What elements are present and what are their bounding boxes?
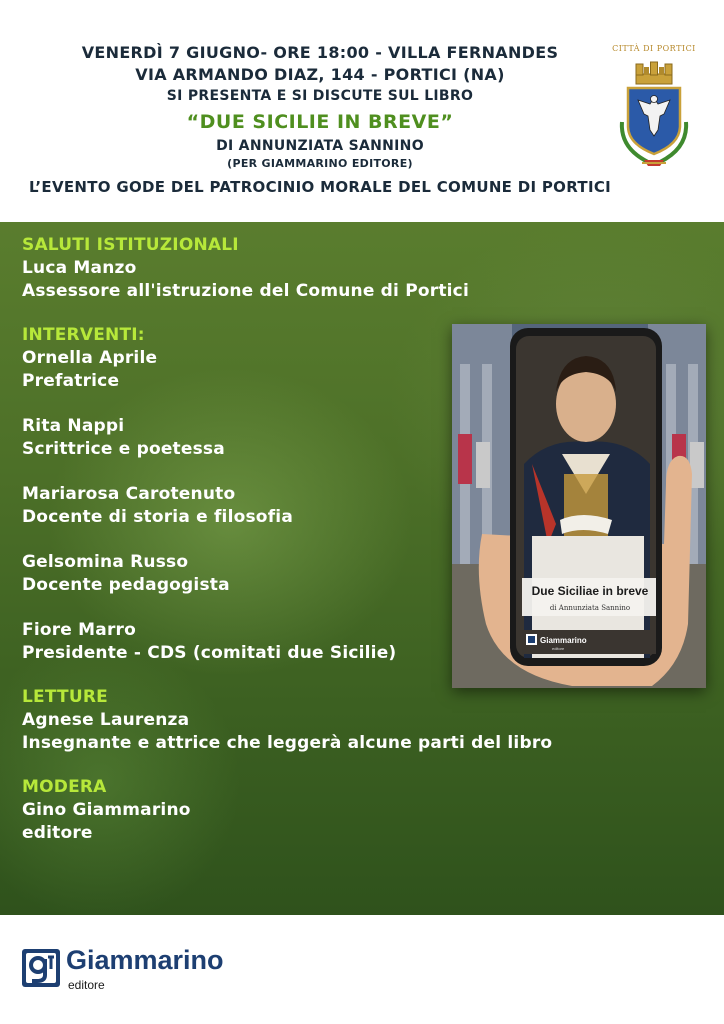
section-label-interventi: INTERVENTI: xyxy=(22,325,145,345)
cover-publisher: Giammarino xyxy=(540,636,587,645)
crest-label: CITTÀ DI PORTICI xyxy=(612,44,696,53)
speaker-name: Gino Giammarino xyxy=(22,800,191,820)
city-crest-icon xyxy=(608,44,700,184)
speaker-role: Docente di storia e filosofia xyxy=(22,507,293,527)
speaker-name: Agnese Laurenza xyxy=(22,710,190,730)
speaker-name: Rita Nappi xyxy=(22,416,125,436)
event-address: VIA ARMANDO DIAZ, 144 - PORTICI (NA) xyxy=(135,65,505,84)
cover-title: Due Siciliae in breve xyxy=(531,584,649,598)
book-cover-illustration xyxy=(452,324,706,688)
cover-author: di Annunziata Sannino xyxy=(549,604,631,612)
event-header xyxy=(0,0,724,222)
footer xyxy=(0,915,724,1024)
book-author: DI ANNUNZIATA SANNINO xyxy=(216,138,424,154)
cover-publisher-sub: editore xyxy=(552,646,565,651)
brand-name: Giammarino xyxy=(66,945,224,975)
section-label-modera: MODERA xyxy=(22,777,107,797)
book-title: “DUE SICILIE IN BREVE” xyxy=(186,111,454,133)
speaker-role: Docente pedagogista xyxy=(22,575,230,595)
patronage-note: L’EVENTO GODE DEL PATROCINIO MORALE DEL COMUNE DI PORTICI xyxy=(28,178,612,196)
giammarino-logo-icon xyxy=(22,949,60,987)
speaker-role: Presidente - CDS (comitati due Sicilie) xyxy=(22,643,397,663)
crown-icon xyxy=(636,62,672,84)
brand-sub: editore xyxy=(68,978,105,992)
speaker-role: Assessore all'istruzione del Comune di Portici xyxy=(22,281,469,301)
speaker-role: Insegnante e attrice che leggerà alcune parti del libro xyxy=(22,733,553,753)
section-label-saluti: SALUTI ISTITUZIONALI xyxy=(22,235,239,255)
speaker-name: Fiore Marro xyxy=(22,620,136,640)
speaker-name: Mariarosa Carotenuto xyxy=(22,484,236,504)
speaker-name: Luca Manzo xyxy=(22,258,137,278)
event-info xyxy=(20,42,620,199)
book-cover xyxy=(452,324,706,688)
speaker-role: editore xyxy=(22,823,93,843)
speaker-role: Prefatrice xyxy=(22,371,120,391)
event-intro: SI PRESENTA E SI DISCUTE SUL LIBRO xyxy=(166,88,474,104)
publisher-note: (PER GIAMMARINO EDITORE) xyxy=(227,157,413,170)
section-label-letture: LETTURE xyxy=(22,687,108,707)
speaker-name: Ornella Aprile xyxy=(22,348,158,368)
speaker-role: Scrittrice e poetessa xyxy=(22,439,225,459)
speaker-name: Gelsomina Russo xyxy=(22,552,189,572)
event-date-venue: VENERDÌ 7 GIUGNO- ORE 18:00 - VILLA FERNANDES xyxy=(81,43,559,62)
city-crest xyxy=(608,44,700,184)
program-panel xyxy=(0,222,724,915)
